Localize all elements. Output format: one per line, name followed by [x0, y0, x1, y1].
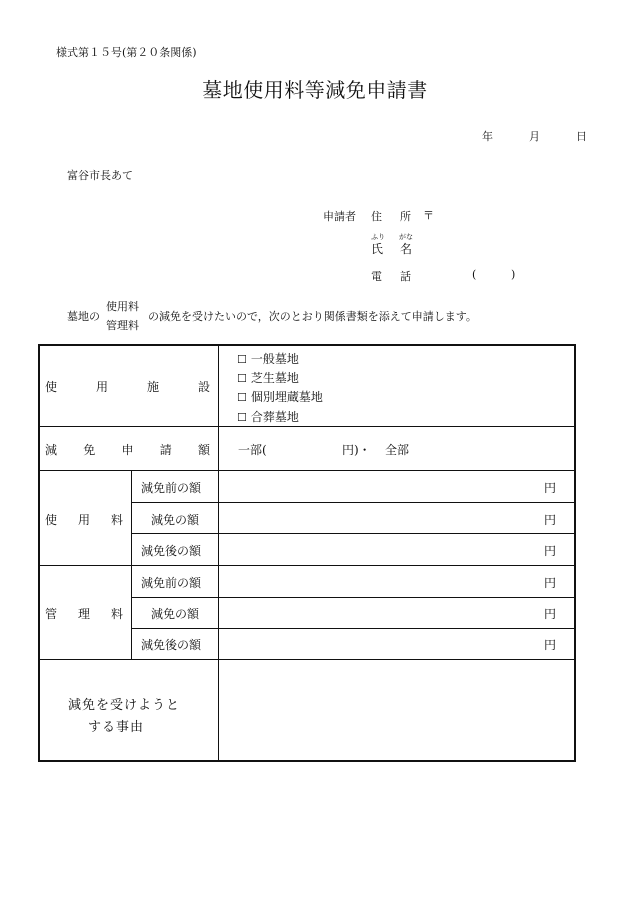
phone-label-1: 電	[371, 270, 382, 283]
usage-reduction-yen: 円	[544, 513, 557, 527]
facility-option-label: 合葬墓地	[250, 410, 299, 424]
checkbox-icon[interactable]: ☐	[237, 353, 247, 366]
reason-input-area[interactable]	[220, 661, 572, 758]
amount-label-char: 免	[83, 443, 96, 457]
management-fee-label-char: 理	[77, 607, 90, 621]
name-label-2: 名	[400, 242, 413, 256]
checkbox-icon[interactable]: ☐	[237, 411, 247, 424]
facility-option[interactable]	[237, 408, 299, 425]
usage-fee-label-char: 料	[110, 513, 123, 527]
row-divider	[131, 533, 574, 534]
checkbox-icon[interactable]: ☐	[237, 391, 247, 404]
statement-option-management: 管理料	[106, 319, 139, 332]
mgmt-after-label: 減免後の額	[141, 638, 202, 652]
row-divider	[131, 628, 574, 629]
date-month: 月	[529, 130, 540, 143]
date-year: 年	[482, 130, 493, 143]
amount-label-char: 額	[197, 443, 210, 457]
form-number: 様式第１５号(第２０条関係)	[56, 46, 197, 59]
applicant-label: 申請者	[323, 210, 356, 223]
amount-partial[interactable]: 一部(	[238, 443, 267, 457]
facility-option[interactable]	[237, 388, 323, 405]
reason-label-line1: 減免を受けようと	[68, 698, 181, 713]
facility-label	[45, 378, 210, 395]
row-divider	[40, 659, 574, 660]
mgmt-after-yen: 円	[544, 638, 557, 652]
statement-prefix: 墓地の	[67, 310, 100, 323]
management-fee-label-char: 料	[110, 607, 123, 621]
row-divider	[40, 470, 574, 471]
phone-paren-open: (	[472, 268, 477, 281]
usage-after-yen: 円	[544, 544, 557, 558]
furigana-2: がな	[399, 233, 413, 241]
statement-option-usage: 使用料	[106, 300, 139, 313]
facility-option-label: 個別埋蔵墓地	[250, 390, 323, 404]
address-label-1: 住	[371, 210, 382, 223]
postal-mark: 〒	[423, 209, 434, 222]
usage-before-label: 減免前の額	[141, 481, 202, 495]
checkbox-icon[interactable]: ☐	[237, 372, 247, 385]
amount-full[interactable]: 全部	[385, 443, 410, 457]
row-divider	[40, 565, 574, 566]
reason-label-line2: する事由	[88, 720, 145, 735]
statement-suffix: の減免を受けたいので，次のとおり関係書類を添えて申請します。	[148, 310, 477, 323]
facility-label-char: 用	[95, 380, 108, 394]
row-divider	[131, 597, 574, 598]
name-label-1: 氏	[371, 242, 384, 256]
facility-option-label: 芝生墓地	[250, 371, 299, 385]
facility-label-char: 使	[45, 380, 58, 394]
management-fee-label	[45, 605, 123, 622]
amount-label-char: 申	[121, 443, 134, 457]
amount-partial-yen: 円)・	[342, 443, 371, 457]
usage-reduction-label: 減免の額	[151, 513, 200, 527]
usage-after-label: 減免後の額	[141, 544, 202, 558]
date-day: 日	[576, 130, 587, 143]
address-label-2: 所	[400, 210, 411, 223]
furigana-1: ふり	[371, 233, 385, 241]
facility-option[interactable]	[237, 350, 299, 367]
mgmt-reduction-yen: 円	[544, 607, 557, 621]
mgmt-before-yen: 円	[544, 576, 557, 590]
application-table	[38, 344, 576, 762]
phone-paren-close: )	[511, 268, 516, 281]
facility-label-char: 設	[197, 380, 210, 394]
amount-label-char: 請	[159, 443, 172, 457]
facility-option-label: 一般墓地	[250, 352, 299, 366]
usage-fee-label-char: 使	[45, 513, 58, 527]
row-divider	[131, 502, 574, 503]
row-divider	[40, 426, 574, 427]
page-title: 墓地使用料等減免申請書	[202, 78, 428, 102]
amount-label-char: 減	[45, 443, 58, 457]
facility-option[interactable]	[237, 369, 299, 386]
management-fee-label-char: 管	[45, 607, 58, 621]
usage-fee-label	[45, 511, 123, 528]
addressee: 富谷市長あて	[67, 169, 133, 182]
col-divider-main	[218, 346, 219, 760]
mgmt-before-label: 減免前の額	[141, 576, 202, 590]
phone-label-2: 話	[400, 270, 411, 283]
facility-label-char: 施	[146, 380, 159, 394]
amount-label	[45, 441, 210, 458]
usage-before-yen: 円	[544, 481, 557, 495]
usage-fee-label-char: 用	[77, 513, 90, 527]
mgmt-reduction-label: 減免の額	[151, 607, 200, 621]
